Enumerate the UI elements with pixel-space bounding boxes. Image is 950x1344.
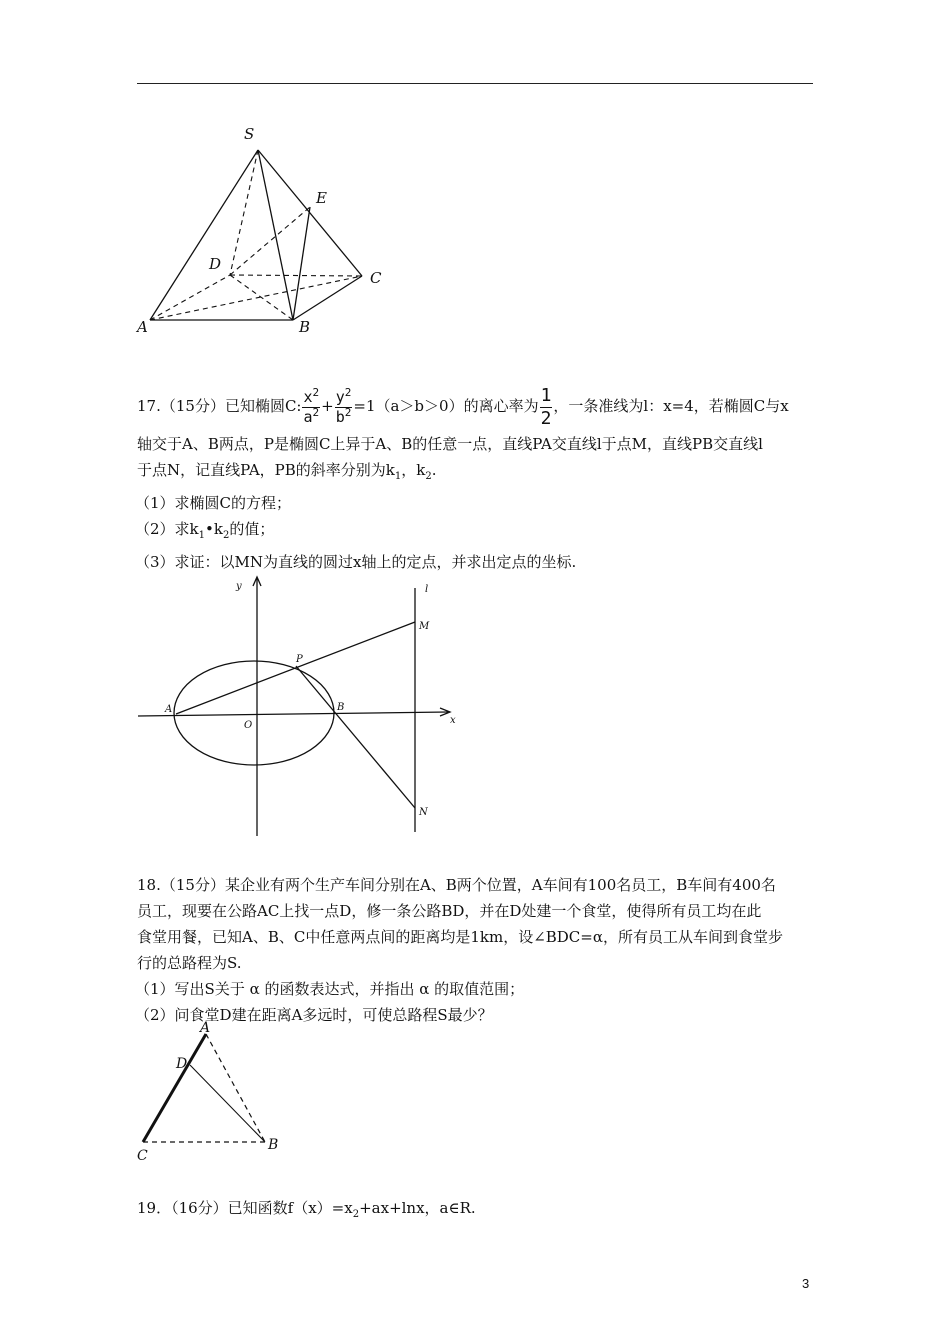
label-x: x xyxy=(450,715,456,726)
q17-item3: （3）求证：以MN为直线的圆过x轴上的定点，并求出定点的坐标. xyxy=(135,553,577,571)
q18-line2: 员工，现要在公路AC上找一点D，修一条公路BD，并在D处建一个食堂，使得所有员工均在此 xyxy=(137,902,762,920)
q17-item2: （2）求$k_1•k_2$的值； xyxy=(135,520,275,541)
label-P: P xyxy=(296,654,303,665)
q17-line1: 17.（15分）已知椭圆C: $\frac{x^2}{a^2}$ + $\frac{y^2}{b^2}$ =1（a＞b＞0）的离心率为 $\frac{1}{2}$ ，一条准线为l：x=4，若椭圆C与x xyxy=(137,384,789,429)
question-19: 19．（16分）已知函数$f(x)=x_2+ax+\ln x$，a∈R. xyxy=(137,1199,476,1220)
label-O: O xyxy=(244,720,253,731)
q17-item1: （1）求椭圆C的方程； xyxy=(135,494,292,512)
label-B: B xyxy=(268,1137,279,1153)
q18-line1: 18.（15分）某企业有两个生产车间分别在A、B两个位置，A车间有100名员工，B车间有400名 xyxy=(137,876,776,894)
page-number: 3 xyxy=(802,1276,810,1291)
label-B: B xyxy=(299,318,311,336)
header-rule xyxy=(137,83,813,84)
fraction-one-half: $\frac{1}{2}$ xyxy=(540,384,552,429)
q18-line3: 食堂用餐，已知A、B、C中任意两点间的距离均是1km，设∠BDC=α，所有员工从车间到食堂步 xyxy=(137,928,783,946)
q17-line3: 于点N，记直线PA，PB的斜率分别为$k_1$，$k_2$. xyxy=(137,461,437,482)
triangle-figure xyxy=(130,1015,290,1165)
label-C: C xyxy=(370,269,382,287)
fraction-x2-a2: $\frac{x^2}{a^2}$ xyxy=(303,385,320,426)
label-D: D xyxy=(209,255,222,273)
label-D: D xyxy=(176,1056,188,1072)
label-M: M xyxy=(419,621,430,632)
label-N: N xyxy=(419,807,428,818)
q17-intro: 17.（15分）已知椭圆C: xyxy=(137,397,302,415)
pyramid-figure xyxy=(130,118,400,343)
label-A: A xyxy=(137,318,148,336)
q18-item1: （1）写出S关于 α 的函数表达式，并指出 α 的取值范围； xyxy=(135,980,525,998)
label-B: B xyxy=(337,702,345,713)
label-A: A xyxy=(200,1020,211,1036)
ellipse-figure xyxy=(130,572,460,840)
fraction-y2-b2: $\frac{y^2}{b^2}$ xyxy=(335,385,352,426)
label-l: l xyxy=(425,584,429,595)
label-A: A xyxy=(165,704,173,715)
q18-item2: （2）问食堂D建在距离A多远时，可使总路程S最少？ xyxy=(135,1006,493,1024)
label-C: C xyxy=(137,1148,148,1164)
question-17 xyxy=(137,383,789,575)
q18-line4: 行的总路程为S. xyxy=(137,954,242,972)
q17-line2: 轴交于A、B两点，P是椭圆C上异于A、B的任意一点，直线PA交直线l于点M，直线PB交直线l xyxy=(137,435,763,453)
label-S: S xyxy=(244,125,255,143)
label-E: E xyxy=(316,189,327,207)
q17-condition: =1（a＞b＞0）的离心率为 xyxy=(353,397,539,415)
q17-directrix: ，一条准线为l：x=4，若椭圆C与x xyxy=(553,397,789,415)
question-18 xyxy=(137,872,783,1028)
label-y: y xyxy=(236,581,242,592)
